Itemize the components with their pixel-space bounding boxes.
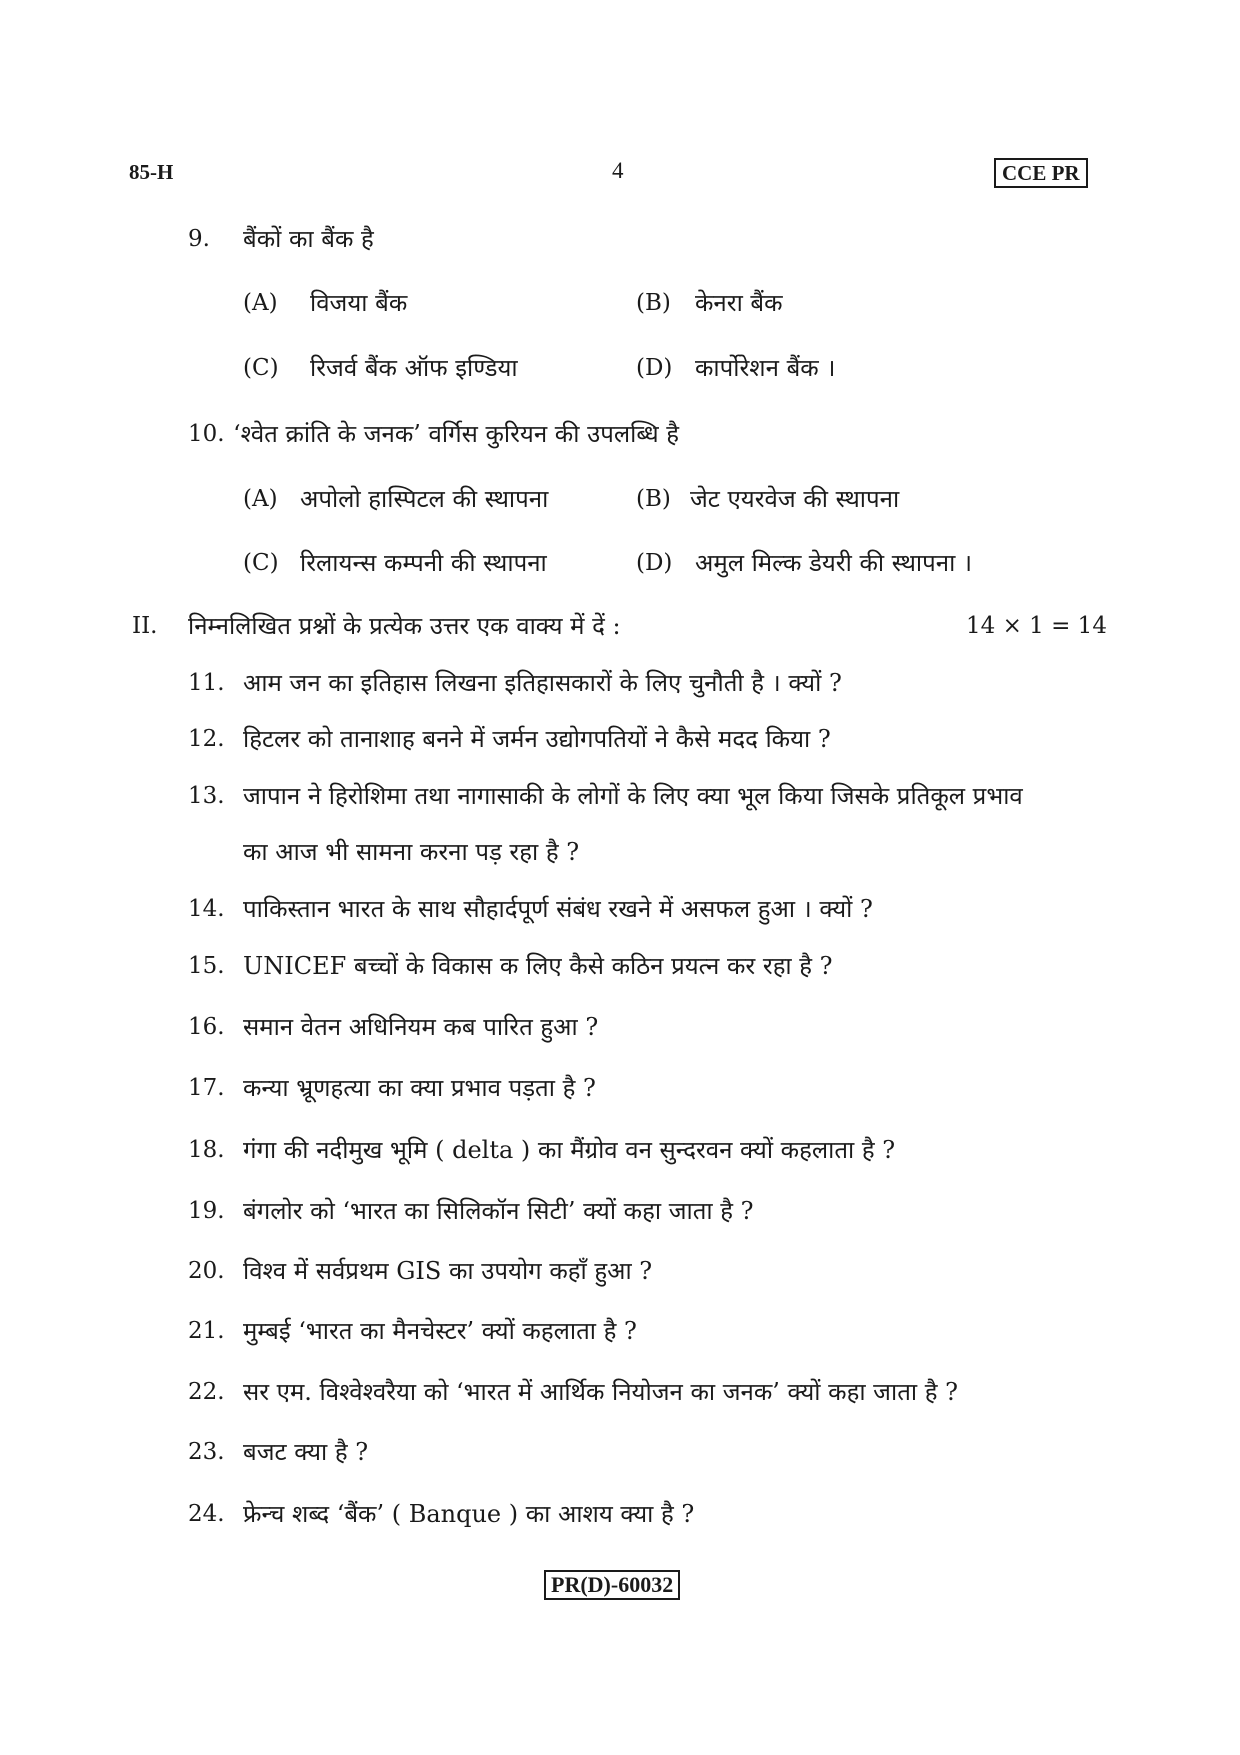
question-text: जापान ने हिरोशिमा तथा नागासाकी के लोगों के लिए क्या भूल किया जिसके प्रतिकूल प्रभाव [243,782,1023,810]
option-label: (B) [636,290,671,316]
option-label: (C) [243,355,279,381]
question-text: UNICEF बच्चों के विकास क लिए कैसे कठिन प्रयत्न कर रहा है ? [243,952,833,980]
option-label: (C) [243,550,279,576]
option-label: (A) [243,486,278,512]
question-text: बंगलोर को ‘भारत का सिलिकॉन सिटी’ क्यों कहा जाता है ? [243,1197,754,1225]
paper-code: 85-H [129,160,174,184]
question-text: मुम्बई ‘भारत का मैनचेस्टर’ क्यों कहलाता है ? [243,1317,637,1345]
option-text: जेट एयरवेज की स्थापना [690,485,900,513]
question-text: गंगा की नदीमुख भूमि ( delta ) का मैंग्रोव वन सुन्दरवन क्यों कहलाता है ? [243,1136,896,1164]
option-text: रिजर्व बैंक ऑफ इण्डिया [310,354,518,382]
question-number: 18. [188,1137,225,1163]
question-number: 21. [188,1318,225,1344]
option-label: (D) [636,355,673,381]
question-text: पाकिस्तान भारत के साथ सौहार्दपूर्ण संबंध रखने में असफल हुआ । क्यों ? [243,895,873,923]
question-text-continued: का आज भी सामना करना पड़ रहा है ? [243,838,580,866]
question-text: बजट क्या है ? [243,1438,369,1466]
option-text: रिलायन्स कम्पनी की स्थापना [300,549,547,577]
question-text: समान वेतन अधिनियम कब पारित हुआ ? [243,1013,599,1041]
question-text: हिटलर को तानाशाह बनने में जर्मन उद्योगपतियों ने कैसे मदद किया ? [243,725,831,753]
question-text: आम जन का इतिहास लिखना इतिहासकारों के लिए चुनौती है । क्यों ? [243,669,842,697]
question-text: कन्या भ्रूणहत्या का क्या प्रभाव पड़ता है ? [243,1074,596,1102]
page-number: 4 [612,158,624,183]
question-number: 13. [188,783,225,809]
section-marks: 14 × 1 = 14 [966,613,1107,639]
question-number: 14. [188,896,225,922]
question-number: 15. [188,953,225,979]
question-number: 11. [188,670,225,696]
question-number: 22. [188,1379,225,1405]
question-text: सर एम. विश्वेश्वरैया को ‘भारत में आर्थिक नियोजन का जनक’ क्यों कहा जाता है ? [243,1378,958,1406]
question-number: 16. [188,1014,225,1040]
section-instruction: निम्नलिखित प्रश्नों के प्रत्येक उत्तर एक वाक्य में दें : [188,612,621,640]
question-number: 19. [188,1198,225,1224]
section-roman: II. [132,613,158,639]
footer-code-box: PR(D)-60032 [544,1570,680,1600]
question-number: 17. [188,1075,225,1101]
option-label: (D) [636,550,673,576]
option-label: (A) [243,290,278,316]
option-text: केनरा बैंक [695,289,783,317]
question-text: फ्रेन्च शब्द ‘बैंक’ ( Banque ) का आशय क्या है ? [243,1500,695,1528]
question-text: ‘श्वेत क्रांति के जनक’ वर्गिस कुरियन की उपलब्धि है [233,420,680,448]
option-label: (B) [636,486,671,512]
option-text: कार्पोरेशन बैंक । [695,354,836,382]
question-number: 9. [188,226,210,252]
question-number: 20. [188,1258,225,1284]
question-number: 23. [188,1439,225,1465]
series-box: CCE PR [994,158,1088,188]
option-text: अपोलो हास्पिटल की स्थापना [300,485,549,513]
question-number: 24. [188,1501,225,1527]
question-number: 10. [188,421,225,447]
option-text: अमुल मिल्क डेयरी की स्थापना । [695,549,973,577]
option-text: विजया बैंक [310,289,408,317]
question-number: 12. [188,726,225,752]
question-text: विश्व में सर्वप्रथम GIS का उपयोग कहाँ हुआ ? [243,1257,653,1285]
question-text: बैंकों का बैंक है [243,225,374,253]
